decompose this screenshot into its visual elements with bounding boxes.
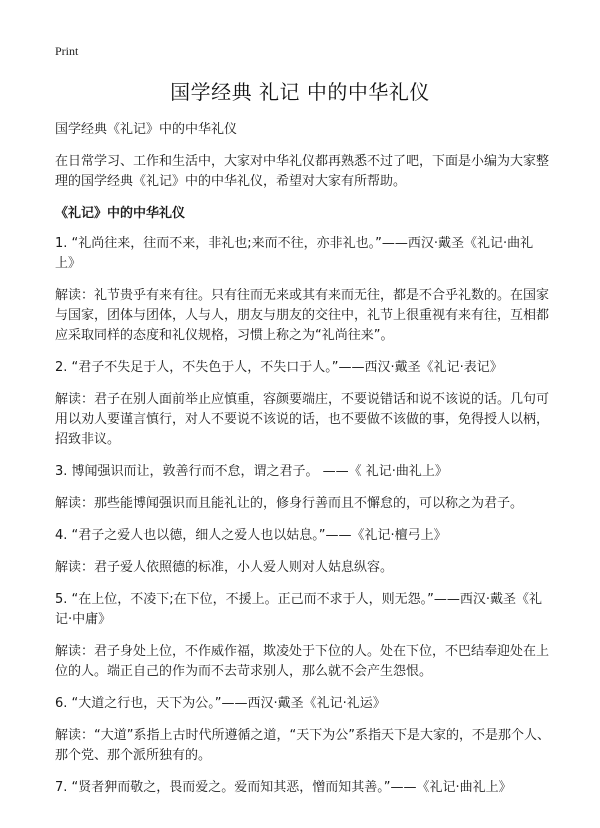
article-subtitle: 国学经典《礼记》中的中华礼仪 [55, 122, 238, 137]
quote-6: 6. “大道之行也，天下为公。”——西汉·戴圣《礼记·礼运》 [55, 696, 386, 711]
explanation-6: 解读：“大道”系指上古时代所遵循之道，“天下为公”系指天下是大家的，不是那个人、那个党、那个派所独有的。 [55, 728, 550, 763]
page-title: 国学经典 礼记 中的中华礼仪 [170, 80, 430, 104]
quote-5: 5. “在上位，不凌下;在下位，不援上。正己而不求于人，则无怨。”——西汉·戴圣《礼记·中庸》 [55, 592, 543, 627]
quote-3: 3. 博闻强识而让，敦善行而不怠，谓之君子。 ——《 礼记·曲礼上》 [55, 464, 448, 479]
quote-2: 2. “君子不失足于人，不失色于人，不失口于人。”——西汉·戴圣《礼记·表记》 [55, 360, 503, 375]
quote-7: 7. “贤者狎而敬之，畏而爱之。爱而知其恶，憎而知其善。”——《礼记·曲礼上》 [55, 780, 512, 795]
explanation-5: 解读：君子身处上位，不作威作福，欺凌处于下位的人。处在下位，不巴结奉迎处在上位的人。端正自己的作为而不去苛求别人，那么就不会产生怨恨。 [55, 644, 550, 679]
section-heading: 《礼记》中的中华礼仪 [55, 206, 186, 221]
explanation-1: 解读：礼节贵乎有来有往。只有往而无来或其有来而无往，都是不合乎礼数的。在国家与国家，团体与团体，人与人，朋友与朋友的交往中，礼节上很重视有来有往，互相都应采取同样的态度和礼仪规格，习惯上称之为“礼尚往来”。 [55, 288, 550, 343]
intro-paragraph: 在日常学习、工作和生活中，大家对中华礼仪都再熟悉不过了吧，下面是小编为大家整理的国学经典《礼记》中的中华礼仪，希望对大家有所帮助。 [55, 154, 550, 189]
explanation-2: 解读：君子在别人面前举止应慎重，容颜要端庄，不要说错话和说不该说的话。几句可用以劝人要谨言慎行，对人不要说不该说的话，也不要做不该做的事，免得授人以柄，招致非议。 [55, 392, 550, 447]
explanation-4: 解读：君子爱人依照德的标准，小人爱人则对人姑息纵容。 [55, 560, 394, 575]
quote-1: 1. “礼尚往来，往而不来，非礼也;来而不往，亦非礼也。”——西汉·戴圣《礼记·曲礼上》 [55, 236, 534, 271]
article-body [55, 120, 552, 810]
explanation-3: 解读：那些能博闻强识而且能礼让的，修身行善而且不懈怠的，可以称之为君子。 [55, 496, 524, 511]
print-link[interactable]: Print [55, 44, 79, 58]
quote-4: 4. “君子之爱人也以德，细人之爱人也以姑息。”——《礼记·檀弓上》 [55, 528, 447, 543]
